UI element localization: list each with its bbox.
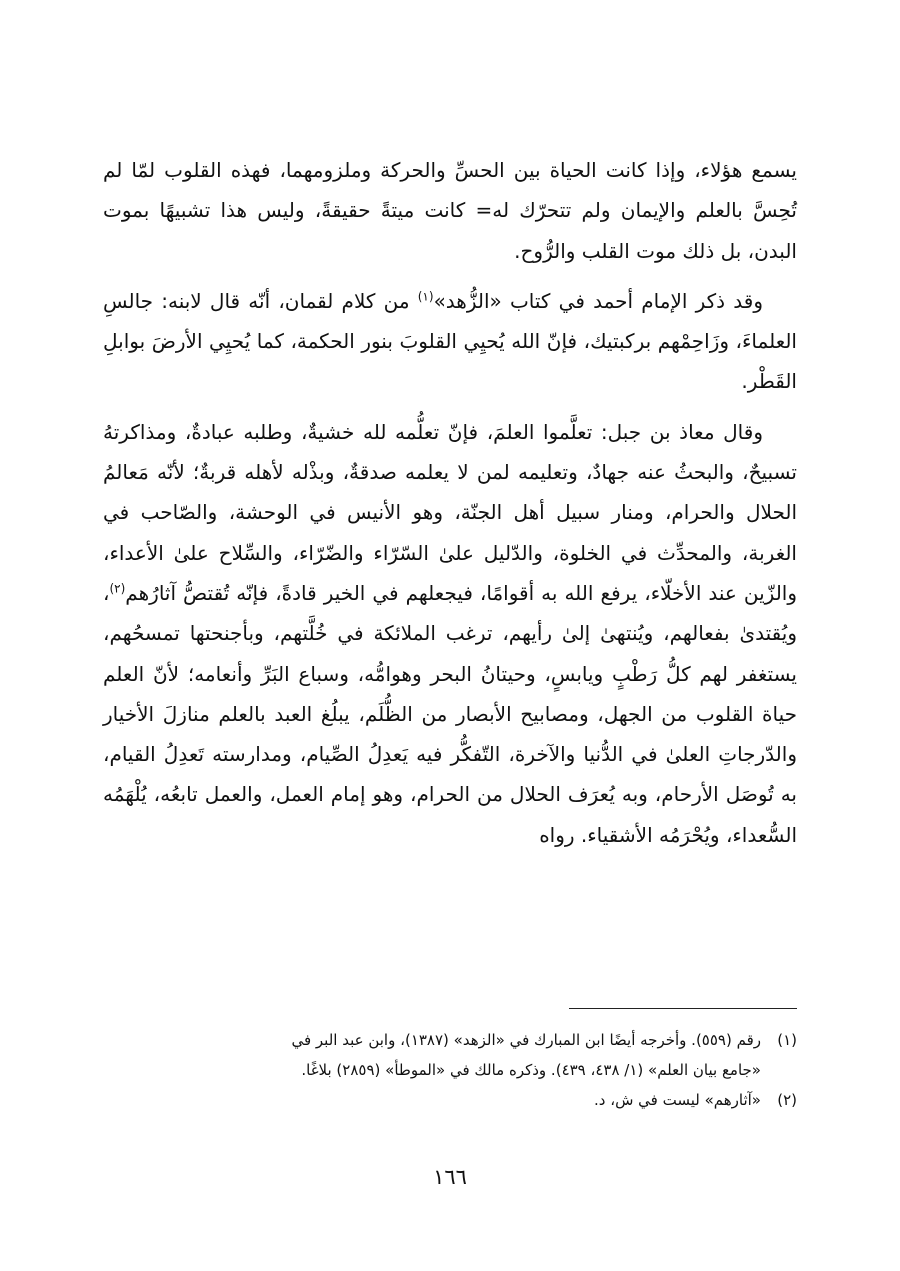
footnote-1-line1: رقم (٥٥٩). وأخرجه أيضًا ابن المبارك في «الزهد» (١٣٨٧)، وابن عبد البر في: [291, 1031, 761, 1049]
paragraph-2: [103, 281, 797, 402]
footnote-marker-2[interactable]: (٢): [109, 581, 126, 596]
paragraph-2-text-before: وقد ذكر الإمام أحمد في كتاب «الزُّهد»: [433, 288, 763, 313]
footnote-marker-1[interactable]: (١): [417, 289, 434, 304]
footnote-1-first-line: [103, 1025, 797, 1055]
footnote-separator: [569, 1008, 797, 1009]
paragraph-3: [103, 412, 797, 855]
footnote-2-line1: «آثارهم» ليست في ش، د.: [594, 1091, 761, 1109]
footnote-1-number: (١): [777, 1031, 797, 1049]
main-text: [103, 150, 797, 855]
paragraph-1-text: يسمع هؤلاء، وإذا كانت الحياة بين الحسِّ والحركة وملزومهما، فهذه القلوب لمّا لم تُحِسَّ بالعلم والإيمان ولم تتحرّك له= كانت ميتةً حقيقةً، وليس هذا تشبيهًا بموت البدن، بل ذلك موت القلب والرُّوح.: [103, 158, 797, 263]
paragraph-3-text-before: وقال معاذ بن جبل: تعلَّموا العلمَ، فإنّ تعلُّمه لله خشيةٌ، وطلبه عبادةٌ، ومذاكرتهُ تسبيحٌ، والبحثُ عنه جهادٌ، وتعليمه لمن لا يعلمه صدقةٌ، وبذْله لأهله قربةٌ؛ لأنّه مَعالمُ الحلال والحرام، ومنار سبيل أهل الجنّة، وهو الأنيس في الوحشة، والصّاحب في الغربة، والمحدِّث في الخلوة، والدّليل علىٰ السّرّاء والضّرّاء، والسِّلاح علىٰ الأعداء، والزّين عند الأخلّاء، يرفع الله به أقوامًا، فيجعلهم في الخير قادةً، فإنّه تُقتصُّ آثارُهم: [103, 419, 797, 605]
footnote-1-line2: «جامع بيان العلم» (١/ ٤٣٨، ٤٣٩). وذكره مالك في «الموطأ» (٢٨٥٩) بلاغًا.: [301, 1061, 761, 1079]
page-number: ١٦٦: [433, 1165, 467, 1189]
footnote-2-number: (٢): [777, 1091, 797, 1109]
footnote-2: [103, 1085, 797, 1115]
footnote-2-first-line: [103, 1085, 797, 1115]
paragraph-1: [103, 150, 797, 271]
paragraph-2-text-after: من كلام لقمان، أنّه قال لابنه: جالسِ العلماءَ، وزَاحِمْهم بركبتيك، فإنّ الله يُحيِي القلوبَ بنور الحكمة، كما يُحيِي الأرضَ بوابلِ القَطْر.: [103, 288, 797, 394]
paragraph-3-text-after: ، ويُقتدىٰ بفعالهم، ويُنتهىٰ إلىٰ رأيهم، ترغب الملائكة في خُلَّتهم، وبأجنحتها تمسحُهم، يستغفر لهم كلُّ رَطْبٍ ويابسٍ، وحيتانُ البحر وهوامُّه، وسباع البَرِّ وأنعامه؛ لأنّ العلم حياة القلوب من الجهل، ومصابيح الأبصار من الظُّلَم، يبلُغ العبد بالعلم منازلَ الأخيار والدّرجاتِ العلىٰ في الدُّنيا والآخرة، التّفكُّر فيه يَعدِلُ الصِّيام، ومدارسته تَعدِلُ القيام، به تُوصَل الأرحام، وبه يُعرَف الحلال من الحرام، وهو إمام العمل، والعمل تابعُه، يُلْهَمُه السُّعداء، ويُحْرَمُه الأشقياء. رواه: [103, 580, 797, 847]
footnotes: [103, 1025, 797, 1115]
footnote-1: [103, 1025, 797, 1085]
